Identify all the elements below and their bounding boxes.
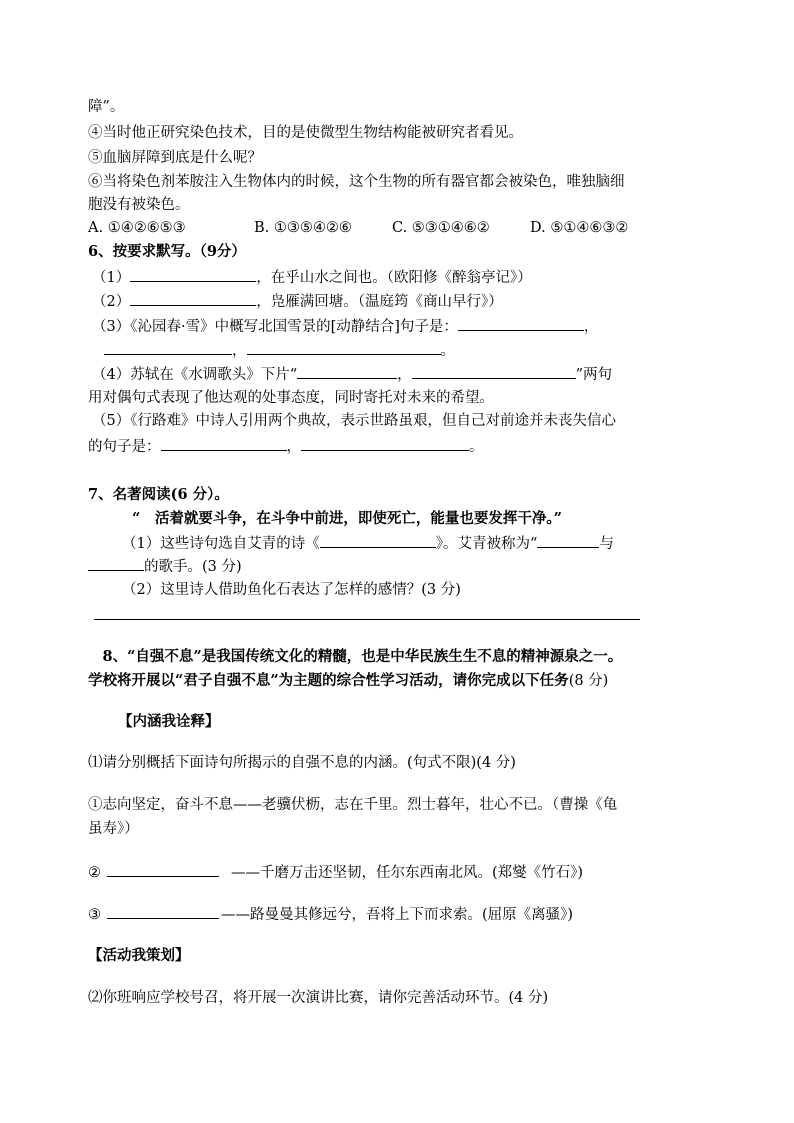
- sentence-6-line-2: 胞没有被染色。: [88, 197, 190, 213]
- answer-3-text: ——路曼曼其修远兮，吾将上下而求索。(屈原《离骚》): [221, 907, 574, 923]
- q6-item-5-line-1: （5）《行路难》中诗人引用两个典故，表示世路虽艰，但自己对前途并未丧失信心: [92, 413, 616, 429]
- q8-sub-1: ⑴请分别概括下面诗句所揭示的自强不息的内涵。(句式不限)(4 分): [88, 755, 516, 771]
- q7-part-1-text: （1）这些诗句选自艾青的诗《: [122, 536, 320, 552]
- q5-continuation: 障”。: [88, 99, 125, 115]
- q6-item-5-line-2: [88, 436, 484, 457]
- q6-item-2: [92, 291, 503, 312]
- blank-3b: [104, 340, 232, 355]
- q8-answer-1-line-2: 虽寿》）: [88, 821, 139, 837]
- option-b: B. ①③⑤④②⑥: [254, 220, 352, 236]
- q8-title-line-1: 8、“自强不息”是我国传统文化的精髓，也是中华民族生生不息的精神源泉之一。: [88, 648, 623, 665]
- sentence-6-line-1: ⑥当将染色剂苯胺注入生物体内的时候，这个生物的所有器官都会被染色，唯独脑细: [88, 174, 625, 190]
- blank-title-a: [537, 533, 599, 548]
- item-4-text: （4）苏轼在《水调歌头》下片“: [92, 367, 298, 383]
- q8-answer-1-line-1: ①志向坚定，奋斗不息——老骥伏枥，志在千里。烈士暮年，壮心不已。（曹操《龟: [88, 797, 618, 813]
- blank-1: [130, 267, 256, 282]
- q7-part-1-line-1: [122, 533, 614, 554]
- q7-title: 7、名著阅读(6 分）。: [88, 486, 229, 503]
- q6-item-4-line-2: 用对偶句式表现了他达观的处事态度，同时寄托对未来的希望。: [88, 390, 494, 406]
- blank-5a: [161, 436, 287, 451]
- q8-title-line-2: [88, 671, 608, 691]
- q8-answer-2: [88, 862, 583, 883]
- item-5-text: 的句子是：: [88, 439, 161, 455]
- answer-line: [94, 619, 640, 620]
- q7-part-1-line-2: [88, 556, 242, 577]
- item-3-text: （3）《沁园春·雪》中概写北国雪景的[动静结合]句子是：: [92, 319, 458, 335]
- q8-answer-3: [88, 904, 573, 925]
- sentence-5: ⑤血脑屏障到底是什么呢？: [88, 150, 262, 166]
- blank-poem: [320, 533, 436, 548]
- blank-3a: [458, 316, 584, 331]
- q6-item-1: [92, 267, 532, 288]
- q8-title-text: 学校将开展以“君子自强不息”为主题的综合性学习活动，请你完成以下任务: [88, 672, 569, 689]
- q7-quote: “ 活着就要斗争，在斗争中前进，即使死亡，能量也要发挥干净。”: [132, 510, 562, 527]
- comma: ，: [286, 439, 301, 455]
- item-4-text-b: ”两句: [575, 367, 613, 383]
- option-c: C. ⑤③①④⑥②: [392, 220, 490, 236]
- q8-points: (8 分): [568, 673, 609, 689]
- option-d: D. ⑤①④⑥③②: [530, 220, 629, 236]
- answer-3-number: ③: [88, 907, 101, 923]
- blank-4b: [412, 364, 576, 379]
- item-2-number: （2）: [92, 294, 131, 310]
- period: 。: [440, 343, 455, 359]
- sentence-4: ④当时他正研究染色技术，目的是使微型生物结构能被研究者看见。: [88, 125, 523, 141]
- item-2-text: ，凫雁满回塘。（温庭筠《商山早行》）: [256, 294, 503, 310]
- blank-3c: [247, 340, 441, 355]
- q7-part-1-text-d: 的歌手。(3 分): [144, 559, 242, 575]
- section-heading-activity: 【活动我策划】: [88, 947, 190, 964]
- q8-sub-2: ⑵你班响应学校号召，将开展一次演讲比赛，请你完善活动环节。(4 分): [88, 990, 549, 1006]
- period: 。: [469, 439, 484, 455]
- q6-item-3-line-2: [104, 340, 455, 361]
- comma: ，: [583, 319, 599, 335]
- item-1-number: （1）: [92, 270, 131, 286]
- blank-5b: [301, 436, 469, 451]
- blank-answer-2: [107, 862, 219, 877]
- answer-2-text: ——千磨万击还坚韧，任尔东西南北风。(郑燮《竹石》): [231, 865, 584, 881]
- blank-2: [130, 291, 256, 306]
- q7-part-1-text-b: 》。艾青被称为“: [435, 536, 538, 552]
- q6-title: 6、按要求默写。（9分）: [88, 243, 246, 260]
- q6-item-4-line-1: [92, 364, 612, 385]
- q7-part-2: （2）这里诗人借助鱼化石表达了怎样的感情？(3 分): [122, 582, 461, 598]
- blank-title-b: [88, 556, 144, 571]
- blank-4a: [297, 364, 397, 379]
- q7-part-1-text-c: 与: [599, 536, 614, 552]
- answer-2-number: ②: [88, 865, 101, 881]
- blank-answer-3: [107, 904, 219, 919]
- q6-item-3-line-1: [92, 316, 598, 337]
- section-heading-interpretation: 【内涵我诠释】: [118, 713, 220, 730]
- item-1-text: ，在乎山水之间也。（欧阳修《醉翁亭记》）: [256, 270, 532, 286]
- answer-options: [88, 218, 628, 238]
- option-a: A. ①④②⑥⑤③: [88, 220, 186, 236]
- comma: ，: [397, 367, 412, 383]
- comma: ，: [232, 343, 247, 359]
